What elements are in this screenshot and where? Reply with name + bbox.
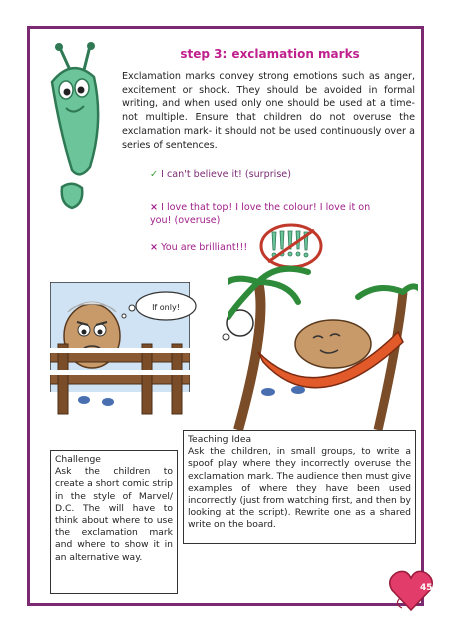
thought-bubble-dots — [118, 302, 138, 322]
page-number: 45 — [420, 583, 433, 593]
challenge-title: Challenge — [55, 454, 101, 465]
cross-icon: × — [150, 202, 159, 213]
challenge-body: Ask the children to create a short comic strip in the style of Marvel/ D.C. The will have to think about where to use the exclamation mark and where to show it in an alternative way. — [55, 466, 173, 563]
thought-bubble — [133, 290, 199, 326]
example-text: I love that top! I love the colour! I love it on you! (overuse) — [150, 202, 371, 226]
intro-paragraph: Exclamation marks convey strong emotions such as anger, excitement or shock. They should be avoided in formal writing, and when used only one should be used at a time- not multiple. Ensure that children do not overuse the exclamation mark- it should not be used continuously over a series of sentences. — [122, 71, 415, 151]
teaching-idea-body: Ask the children, in small groups, to write a spoof play where they incorrectly overuse the exclamation mark. The audience then must give examples of where they have been used incorrectly (just from watching first, and then by looking at the script). Rewrite one as a shared write on the board. — [188, 446, 411, 531]
example-text: I can't believe it! (surprise) — [161, 169, 291, 180]
challenge-box — [50, 450, 178, 594]
comic-hammock-potato — [228, 262, 418, 430]
section-heading: step 3: exclamation marks — [180, 47, 360, 61]
thought-bubble-text: If only! — [152, 303, 180, 312]
teaching-idea-title: Teaching Idea — [188, 434, 252, 445]
example-text: You are brilliant!!! — [161, 242, 248, 253]
example-multiple — [150, 241, 247, 254]
exclamation-mascot-illustration — [42, 42, 122, 222]
example-correct — [150, 168, 291, 181]
cross-icon: × — [150, 242, 159, 253]
check-icon: ✓ — [150, 169, 159, 180]
teaching-idea-box — [183, 430, 416, 544]
